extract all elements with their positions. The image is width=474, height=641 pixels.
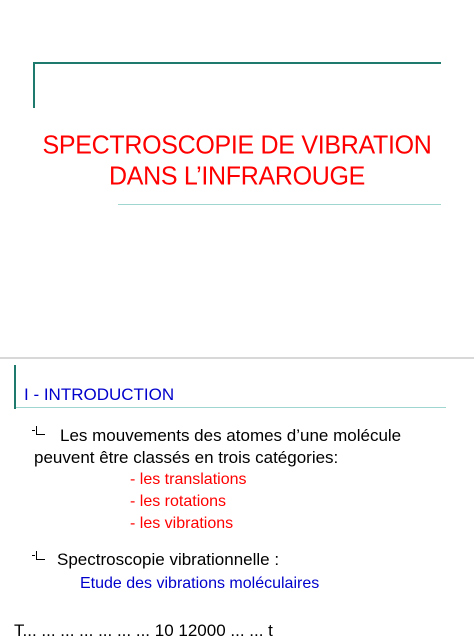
arrow-bullet-icon: [32, 426, 46, 436]
bullet1-line1: Les mouvements des atomes d’une molécule: [60, 426, 402, 445]
arrow-bullet-icon: [32, 551, 46, 561]
frame-left-line: [14, 365, 16, 409]
category-rotations: - les rotations: [130, 493, 227, 510]
frame-top-line: [33, 62, 441, 64]
section-heading: I - INTRODUCTION: [24, 385, 175, 404]
title-underline: [118, 204, 441, 205]
frame-left-line: [33, 62, 35, 108]
bullet2-text: Spectroscopie vibrationnelle :: [57, 550, 280, 569]
sub-description: Etude des vibrations moléculaires: [80, 575, 320, 592]
slide-title-line1: SPECTROSCOPIE DE VIBRATION: [42, 130, 432, 160]
introduction-slide: [0, 359, 474, 640]
partial-bottom-text: T... ... ... ... ... ... ... 10 12000 ... ... t: [14, 621, 273, 640]
category-translations: - les translations: [130, 471, 247, 488]
bullet1-line2: peuvent être classés en trois catégories:: [34, 448, 339, 467]
slide-title-line2: DANS L’INFRAROUGE: [108, 161, 366, 191]
heading-underline: [16, 407, 446, 408]
category-vibrations: - les vibrations: [130, 515, 234, 532]
